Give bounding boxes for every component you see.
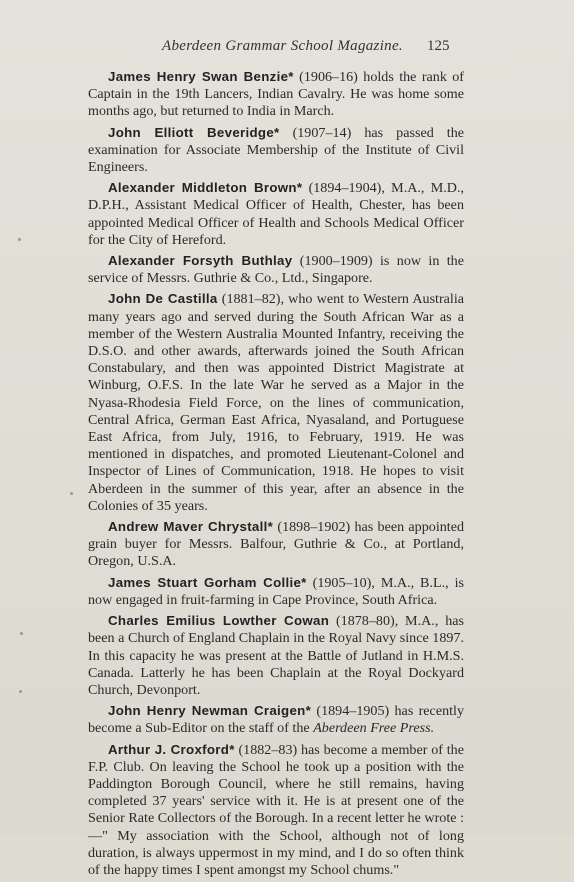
- entry-text: (1882–83) has become a member of the F.P. Club. On leaving the School he took up a position with the Paddington Borough Council, where he still remains, having completed 37 years' service with it. He is at present one of the Senior Rate Collectors of the Borough. In a recent letter he wrote :—" My association with the School, although not of long duration, is always uppermost in my mind, and I do so often think of the happy times I spent amongst my School chums.": [88, 741, 464, 878]
- paper-speck: [19, 690, 22, 693]
- entry-text: (1898–1902) has been appointed grain buyer for Messrs. Balfour, Guthrie & Co., at Portland, Oregon, U.S.A.: [88, 519, 465, 570]
- person-name: James Stuart Gorham Collie*: [108, 574, 307, 590]
- page-number: 125: [427, 38, 450, 54]
- page-header: [0, 38, 574, 60]
- entry-text: (1905–10), M.A., B.L., is now engaged in fruit-farming in Cape Province, South Africa.: [88, 574, 464, 608]
- entry-benzie: [88, 68, 464, 121]
- person-name: Charles Emilius Lowther Cowan: [108, 613, 330, 629]
- running-head: Aberdeen Grammar School Magazine.: [162, 38, 403, 54]
- entry-buthlay: [88, 252, 464, 287]
- person-name: Arthur J. Croxford*: [108, 741, 235, 757]
- entry-text: (1894–1904), M.A., M.D., D.P.H., Assistant Medical Officer of Health, Chester, has been appointed Medical Officer of Health and Schools Medical Officer for the City of Hereford.: [88, 180, 464, 248]
- person-name: John Henry Newman Craigen*: [108, 703, 312, 719]
- entry-text: (1878–80), M.A., has been a Church of England Chaplain in the Royal Navy since 1897. In this capacity he was present at the Battle of Jutland in H.M.S. Canada. Latterly he has been Chaplain at the Royal Dockyard Church, Devonport.: [88, 613, 464, 698]
- person-name: Alexander Middleton Brown*: [108, 180, 303, 196]
- entry-text: (1906–16) holds the rank of Captain in the 19th Lancers, Indian Cavalry. He was home some months ago, but returned to India in March.: [88, 69, 465, 120]
- entry-brown: [88, 179, 464, 249]
- entry-text: (1900–1909) is now in the service of Messrs. Guthrie & Co., Ltd., Singapore.: [88, 253, 464, 287]
- entry-text: (1881–82), who went to Western Australia many years ago and served during the South African War as a member of the Western Australia Mounted Infantry, receiving the D.S.O. and other awards, afterwards joined the South African Constabulary, and then was appointed District Magistrate at Winburg, O.F.S. In the late War he served as a Major in the Nyasa-Rhodesia Field Force, on the lines of communication, Central Africa, German East Africa, Nyasaland, and Portuguese East Africa, from July, 1916, to February, 1919. He was mentioned in dispatches, and promoted Lieutenant-Colonel and Inspector of Lines of Communication, 1918. He hopes to visit Aberdeen in the summer of this year, after an absence in the Colonies of 35 years.: [88, 291, 465, 514]
- person-name: Andrew Maver Chrystall*: [108, 519, 274, 535]
- person-name: Alexander Forsyth Buthlay: [108, 253, 293, 269]
- entry-text: (1907–14) has passed the examination for Associate Membership of the Institute of Civil Engineers.: [88, 124, 465, 176]
- entry-text: (1894–1905) has recently become a Sub-Editor on the staff of the: [88, 703, 464, 737]
- entry-croxford: [88, 741, 464, 880]
- entry-de-castilla: [88, 290, 464, 515]
- paper-speck: [70, 492, 73, 495]
- newspaper-title: Aberdeen Free Press.: [313, 720, 435, 737]
- person-name: John Elliott Beveridge*: [108, 124, 280, 140]
- entry-craigen: [88, 702, 464, 737]
- paper-speck: [18, 238, 21, 241]
- paper-speck: [20, 632, 23, 635]
- article-body: [88, 68, 464, 882]
- person-name: James Henry Swan Benzie*: [108, 69, 294, 84]
- entry-chrystall: [88, 518, 464, 571]
- entry-cowan: [88, 612, 464, 699]
- entry-collie: [88, 574, 464, 609]
- entry-beveridge: [88, 124, 464, 177]
- person-name: John De Castilla: [108, 291, 218, 307]
